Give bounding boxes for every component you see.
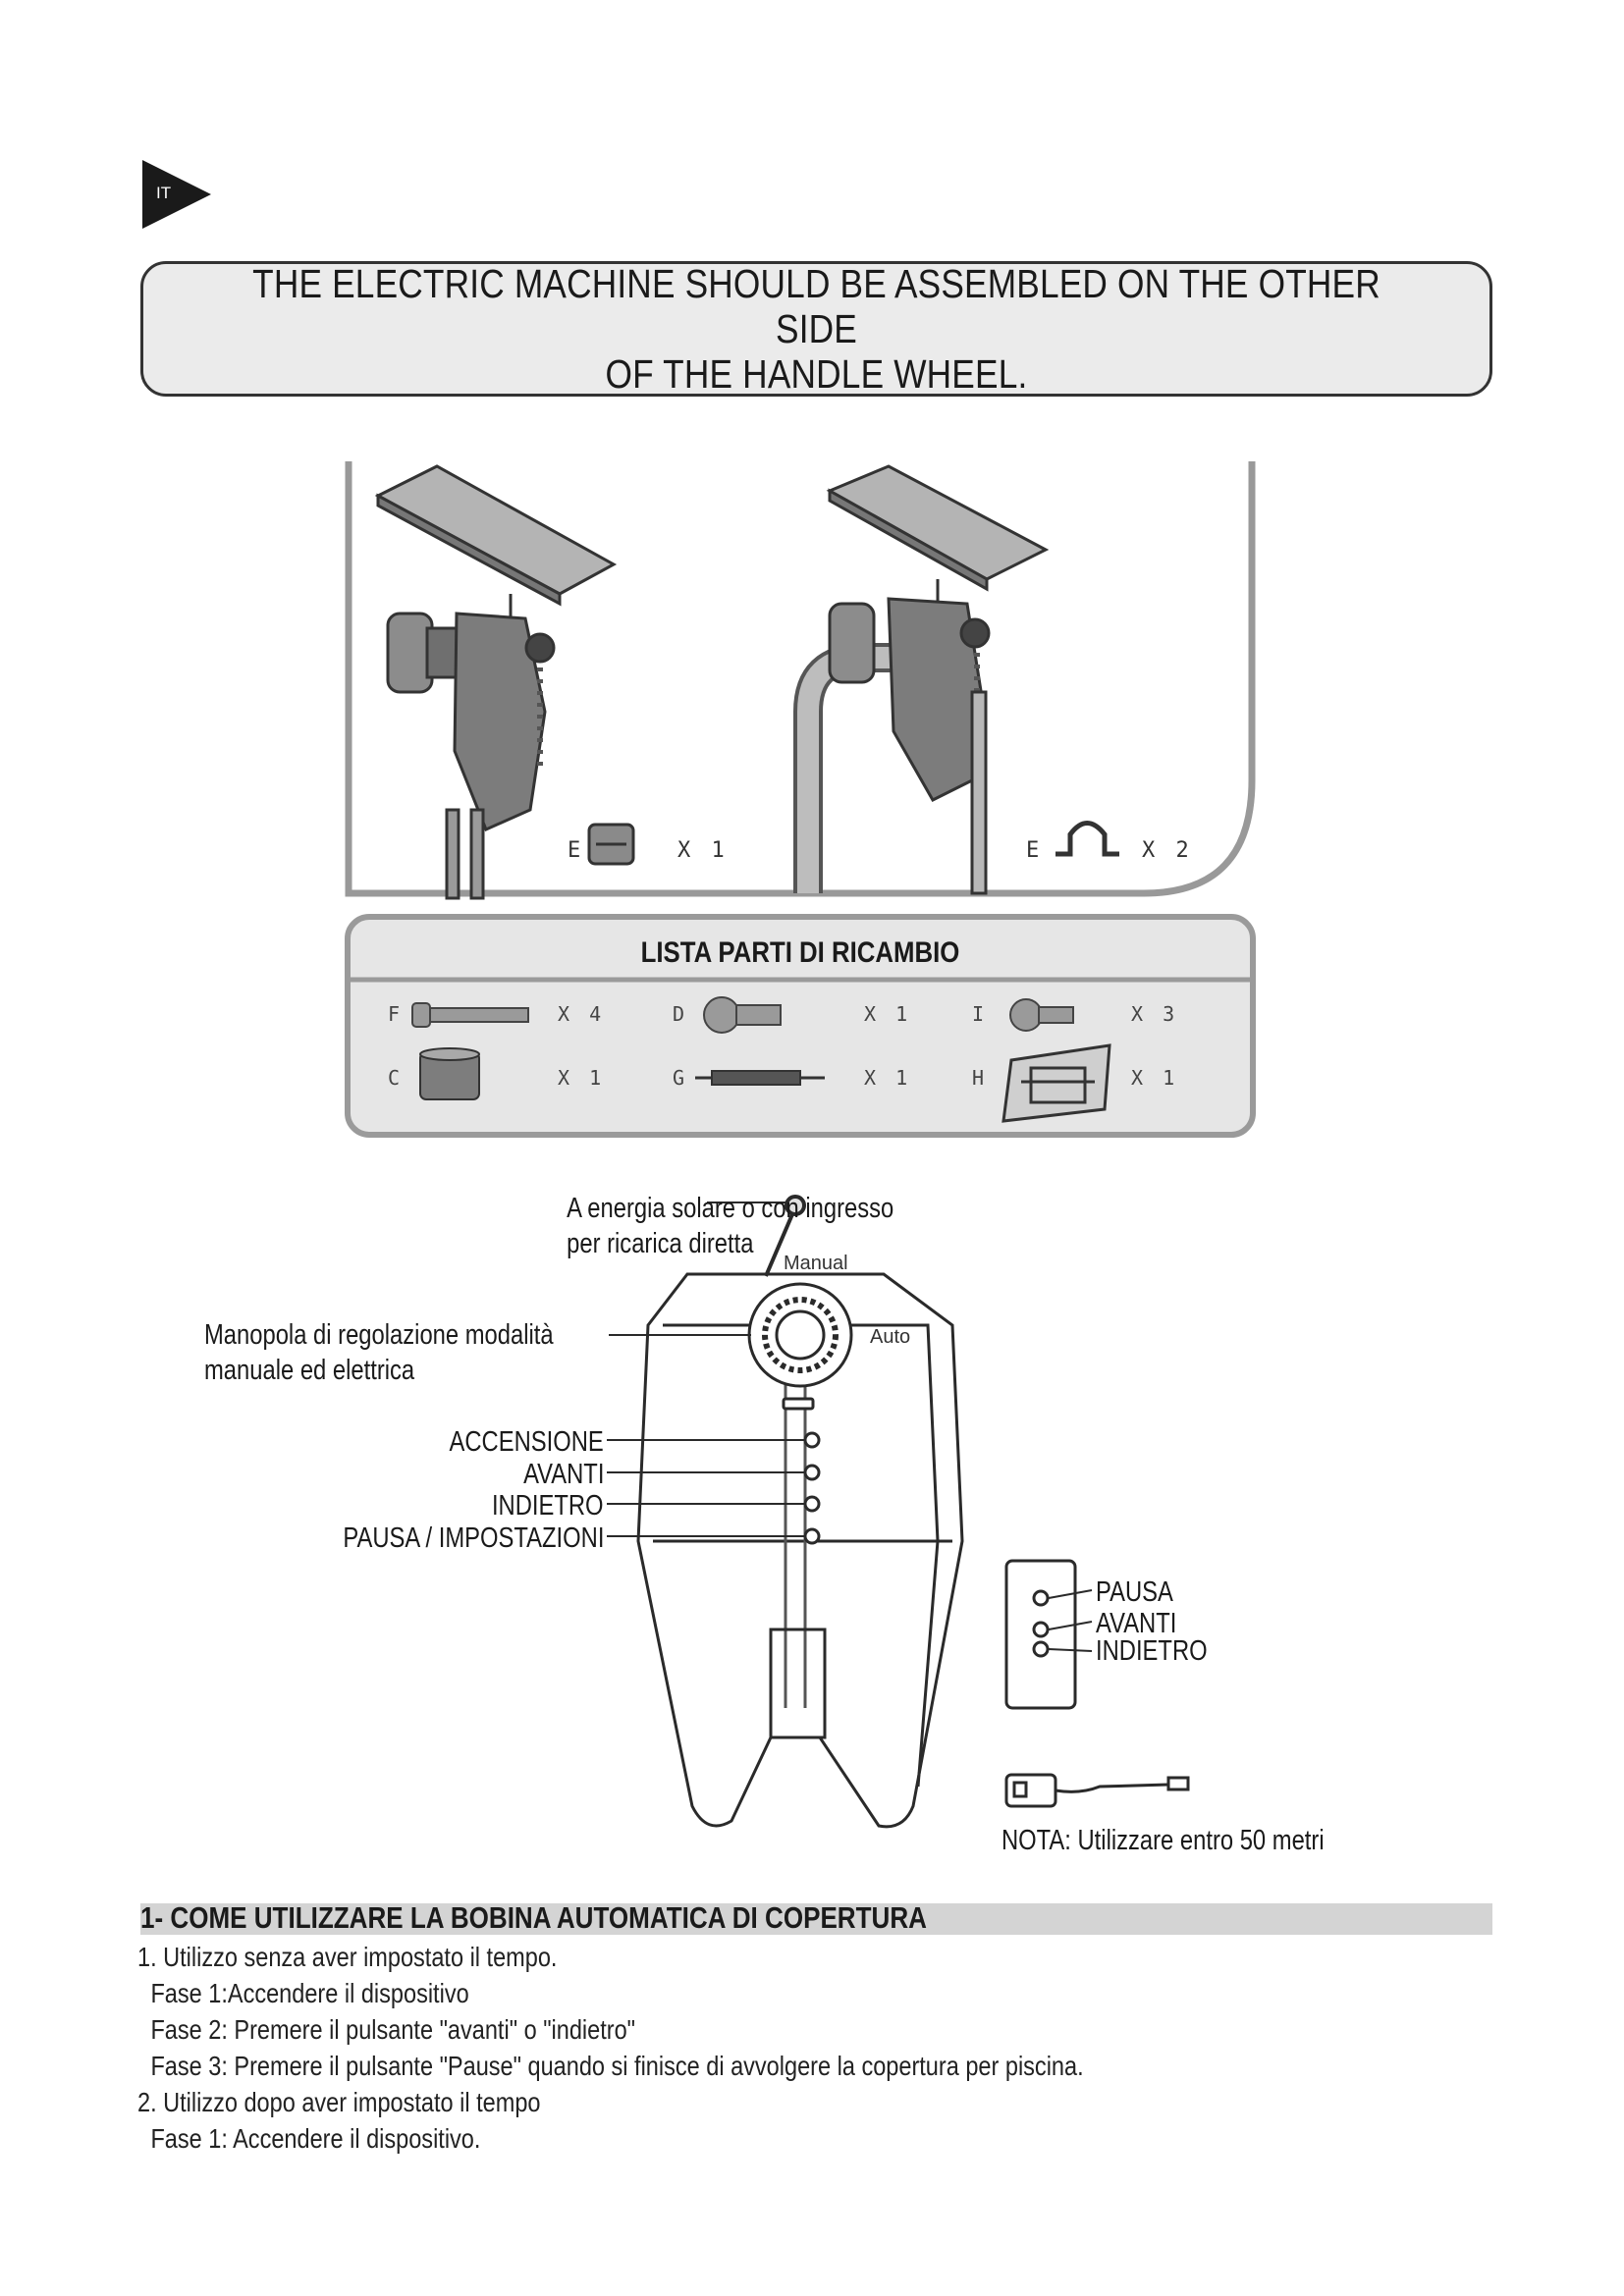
remote-pause-button-icon bbox=[1034, 1591, 1048, 1605]
remote-back-button-icon bbox=[1034, 1642, 1048, 1656]
part-g-letter: G bbox=[673, 1066, 685, 1090]
part-i-letter: I bbox=[972, 1002, 985, 1026]
right-assembly-drawing bbox=[808, 466, 1046, 893]
left-part-qty: X 1 bbox=[677, 838, 729, 863]
forward-label: AVANTI bbox=[522, 1459, 604, 1490]
mode-knob-icon bbox=[749, 1284, 851, 1386]
range-note: NOTA: Utilizzare entro 50 metri bbox=[1001, 1825, 1325, 1856]
knob-auto-label: Auto bbox=[870, 1326, 911, 1348]
language-code: IT bbox=[156, 184, 172, 202]
banner-line-2: OF THE HANDLE WHEEL. bbox=[605, 351, 1028, 397]
left-part-letter: E bbox=[568, 838, 581, 863]
knob-label: Manopola di regolazione modalità manuale ed elettrica bbox=[204, 1319, 554, 1386]
remote-pause-label: PAUSA bbox=[1096, 1576, 1173, 1608]
device-diagram bbox=[196, 1178, 1375, 1865]
pause-button-icon bbox=[805, 1529, 819, 1543]
instruction-steps bbox=[137, 1939, 1264, 2157]
clamp-part-icon bbox=[589, 825, 633, 864]
step-line: Fase 1: Accendere il dispositivo. bbox=[150, 2123, 481, 2154]
arrow-tag-icon bbox=[142, 160, 211, 229]
cap-c-icon bbox=[420, 1048, 479, 1099]
part-c-qty: X 1 bbox=[558, 1066, 606, 1090]
part-d-qty: X 1 bbox=[864, 1002, 912, 1026]
right-part-qty: X 2 bbox=[1142, 838, 1193, 863]
remote-forward-button-icon bbox=[1034, 1623, 1048, 1636]
remote-forward-label: AVANTI bbox=[1096, 1608, 1177, 1639]
part-c-letter: C bbox=[388, 1066, 401, 1090]
back-label: INDIETRO bbox=[492, 1490, 604, 1522]
warning-banner bbox=[140, 261, 1492, 397]
part-f-letter: F bbox=[388, 1002, 401, 1026]
part-h-qty: X 1 bbox=[1131, 1066, 1179, 1090]
step-line: 2. Utilizzo dopo aver impostato il tempo bbox=[137, 2087, 541, 2117]
step-line: Fase 1:Accendere il dispositivo bbox=[150, 1978, 469, 2008]
step-line: 1. Utilizzo senza aver impostato il tempo. bbox=[137, 1942, 558, 1972]
banner-line-1: THE ELECTRIC MACHINE SHOULD BE ASSEMBLED ON THE OTHER SIDE bbox=[252, 261, 1380, 351]
assembly-illustration bbox=[339, 456, 1267, 908]
back-button-icon bbox=[805, 1497, 819, 1511]
part-h-letter: H bbox=[972, 1066, 985, 1090]
remote-control-drawing bbox=[1006, 1561, 1092, 1708]
section-title: 1- COME UTILIZZARE LA BOBINA AUTOMATICA DI COPERTURA bbox=[140, 1900, 927, 1935]
spare-parts-title: LISTA PARTI DI RICAMBIO bbox=[640, 935, 960, 969]
step-line: Fase 2: Premere il pulsante "avanti" o "indietro" bbox=[150, 2014, 636, 2045]
part-i-qty: X 3 bbox=[1131, 1002, 1179, 1026]
part-d-letter: D bbox=[673, 1002, 685, 1026]
knob-manual-label: Manual bbox=[784, 1253, 848, 1274]
power-label: ACCENSIONE bbox=[449, 1426, 604, 1458]
language-tag bbox=[142, 160, 211, 229]
u-bracket-part-icon bbox=[1056, 824, 1119, 855]
spare-parts-box bbox=[344, 913, 1257, 1141]
part-f-qty: X 4 bbox=[558, 1002, 606, 1026]
assembly-figure bbox=[339, 456, 1267, 908]
part-g-qty: X 1 bbox=[864, 1066, 912, 1090]
right-part-letter: E bbox=[1026, 838, 1040, 863]
solar-label: A energia solare o con ingresso per ricarica diretta bbox=[566, 1193, 893, 1259]
forward-button-icon bbox=[805, 1466, 819, 1479]
step-line: Fase 3: Premere il pulsante "Pause" quando si finisce di avvolgere la copertura per piscina. bbox=[150, 2051, 1084, 2081]
remote-back-label: INDIETRO bbox=[1096, 1635, 1208, 1667]
power-button-icon bbox=[805, 1433, 819, 1447]
spare-parts-panel bbox=[344, 913, 1257, 1141]
pause-settings-label: PAUSA / IMPOSTAZIONI bbox=[342, 1522, 604, 1554]
charger-adapter-icon bbox=[1006, 1775, 1188, 1806]
left-assembly-drawing bbox=[378, 466, 614, 898]
